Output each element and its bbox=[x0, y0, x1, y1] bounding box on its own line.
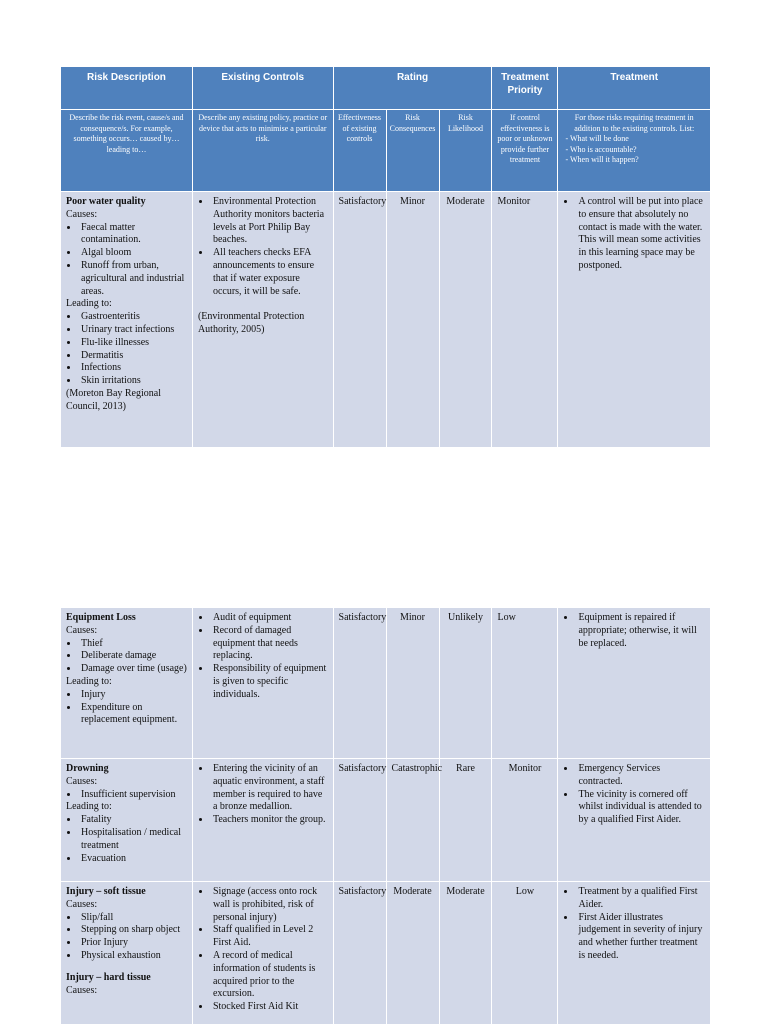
list-item: • Treatment by a qualified First Aider. bbox=[576, 886, 705, 912]
treatment-cell bbox=[558, 608, 711, 759]
list-item: • Staff qualified in Level 2 First Aid. bbox=[211, 924, 328, 950]
controls-list bbox=[198, 196, 328, 298]
consequences-cell: Minor bbox=[386, 192, 439, 448]
risk-title: Equipment Loss bbox=[66, 612, 136, 623]
priority-cell: Low bbox=[492, 882, 558, 1025]
header-treatment-priority: Treatment Priority bbox=[492, 67, 558, 110]
risk-title: Injury – soft tissue bbox=[66, 886, 146, 897]
list-item: • The vicinity is cornered off whilst individual is attended to by a qualified First Aider. bbox=[576, 789, 705, 827]
list-item: • Damage over time (usage) bbox=[79, 663, 187, 676]
list-item: • First Aider illustrates judgement in severity of injury and whether further treatment is needed. bbox=[576, 912, 705, 963]
likelihood-cell: Unlikely bbox=[439, 608, 492, 759]
leading-list bbox=[66, 689, 187, 727]
controls-list bbox=[198, 612, 328, 702]
likelihood-cell: Rare bbox=[439, 759, 492, 882]
header-rating: Rating bbox=[333, 67, 492, 110]
list-item: • Expenditure on replacement equipment. bbox=[79, 702, 187, 728]
controls-list bbox=[198, 886, 328, 1014]
treatment-list bbox=[563, 612, 705, 650]
list-item: • Environmental Protection Authority monitors bacteria levels at Port Philip Bay beaches. bbox=[211, 196, 328, 247]
sub-consequences: Risk Consequences bbox=[386, 110, 439, 192]
list-item: • A control will be put into place to ensure that absolutely no contact is made with the water. This will mean some activities in this learning space may be postponed. bbox=[576, 196, 705, 273]
table-row-poor-water-quality bbox=[61, 192, 711, 448]
list-item: • Teachers monitor the group. bbox=[211, 814, 328, 827]
risk-table-top bbox=[60, 66, 711, 448]
subheader-row bbox=[61, 110, 711, 192]
list-item: • Emergency Services contracted. bbox=[576, 763, 705, 789]
leading-list bbox=[66, 814, 187, 865]
risk-title-secondary: Injury – hard tissue bbox=[66, 971, 151, 983]
table-row-equipment-loss bbox=[61, 608, 711, 759]
list-item: • Gastroenteritis bbox=[79, 311, 187, 324]
sub-existing-controls: Describe any existing policy, practice or device that acts to minimise a particular risk. bbox=[192, 110, 333, 192]
priority-cell: Monitor bbox=[492, 192, 558, 448]
consequences-cell: Minor bbox=[386, 608, 439, 759]
existing-controls-cell bbox=[192, 192, 333, 448]
treatment-cell bbox=[558, 882, 711, 1025]
list-item: • Entering the vicinity of an aquatic environment, a staff member is required to have a bronze medallion. bbox=[211, 763, 328, 814]
list-item: • Thief bbox=[79, 638, 187, 651]
list-item: • Faecal matter contamination. bbox=[79, 222, 187, 248]
sub-treatment bbox=[558, 110, 711, 192]
causes-label: Causes: bbox=[66, 898, 98, 910]
treatment-list bbox=[563, 196, 705, 273]
list-item: • Signage (access onto rock wall is prohibited, risk of personal injury) bbox=[211, 886, 328, 924]
risk-description-cell bbox=[61, 192, 193, 448]
list-item: • Prior Injury bbox=[79, 937, 187, 950]
list-item: • All teachers checks EFA announcements to ensure that if water exposure occurs, it will be safe. bbox=[211, 247, 328, 298]
causes-label: Causes: bbox=[66, 775, 98, 787]
list-item: • Record of damaged equipment that needs replacing. bbox=[211, 625, 328, 663]
list-item: • Evacuation bbox=[79, 853, 187, 866]
sub-treatment-item: - What will be done bbox=[565, 134, 629, 143]
table-row-injury bbox=[61, 882, 711, 1025]
header-row bbox=[61, 67, 711, 110]
existing-controls-cell bbox=[192, 882, 333, 1025]
list-item: • Skin irritations bbox=[79, 375, 187, 388]
list-item: • Equipment is repaired if appropriate; otherwise, it will be replaced. bbox=[576, 612, 705, 650]
effectiveness-cell: Satisfactory bbox=[333, 192, 386, 448]
causes-label: Causes: bbox=[66, 208, 98, 220]
list-item: • Flu-like illnesses bbox=[79, 337, 187, 350]
treatment-list bbox=[563, 886, 705, 963]
list-item: • Infections bbox=[79, 362, 187, 375]
sub-treatment-intro: For those risks requiring treatment in addition to the existing controls. List: bbox=[574, 113, 695, 133]
list-item: • Physical exhaustion bbox=[79, 950, 187, 963]
causes-list bbox=[66, 222, 187, 299]
risk-table-bottom bbox=[60, 607, 711, 1025]
sub-likelihood: Risk Likelihood bbox=[439, 110, 492, 192]
list-item: • Fatality bbox=[79, 814, 187, 827]
list-item: • Stepping on sharp object bbox=[79, 924, 187, 937]
list-item: • Audit of equipment bbox=[211, 612, 328, 625]
treatment-cell bbox=[558, 759, 711, 882]
list-item: • Algal bloom bbox=[79, 247, 187, 260]
citation: (Moreton Bay Regional Council, 2013) bbox=[66, 387, 161, 412]
priority-cell: Monitor bbox=[492, 759, 558, 882]
sub-treatment-item: - Who is accountable? bbox=[565, 144, 637, 154]
list-item: • Stocked First Aid Kit bbox=[211, 1001, 328, 1014]
treatment-list bbox=[563, 763, 705, 827]
controls-note: (Environmental Protection Authority, 2005) bbox=[197, 311, 305, 336]
list-item: • Slip/fall bbox=[79, 912, 187, 925]
list-item: • Insufficient supervision bbox=[79, 789, 187, 802]
effectiveness-cell: Satisfactory bbox=[333, 882, 386, 1025]
header-existing-controls: Existing Controls bbox=[192, 67, 333, 110]
consequences-cell: Moderate bbox=[386, 882, 439, 1025]
controls-list bbox=[198, 763, 328, 827]
effectiveness-cell: Satisfactory bbox=[333, 759, 386, 882]
treatment-cell bbox=[558, 192, 711, 448]
causes-list bbox=[66, 912, 187, 963]
list-item: • Injury bbox=[79, 689, 187, 702]
leading-label: Leading to: bbox=[66, 801, 112, 813]
priority-cell: Low bbox=[492, 608, 558, 759]
risk-title: Poor water quality bbox=[66, 196, 146, 207]
likelihood-cell: Moderate bbox=[439, 882, 492, 1025]
list-item: • Responsibility of equipment is given to specific individuals. bbox=[211, 663, 328, 701]
table-row-drowning bbox=[61, 759, 711, 882]
list-item: • Hospitalisation / medical treatment bbox=[79, 827, 187, 853]
header-treatment: Treatment bbox=[558, 67, 711, 110]
leading-list bbox=[66, 311, 187, 388]
leading-label: Leading to: bbox=[66, 298, 112, 310]
leading-label: Leading to: bbox=[66, 675, 112, 687]
list-item: • Urinary tract infections bbox=[79, 324, 187, 337]
risk-description-cell bbox=[61, 759, 193, 882]
effectiveness-cell: Satisfactory bbox=[333, 608, 386, 759]
list-item: • Runoff from urban, agricultural and industrial areas. bbox=[79, 260, 187, 298]
likelihood-cell: Moderate bbox=[439, 192, 492, 448]
causes-label: Causes: bbox=[66, 624, 98, 636]
list-item: • Deliberate damage bbox=[79, 650, 187, 663]
risk-title: Drowning bbox=[66, 763, 109, 774]
causes-list bbox=[66, 638, 187, 676]
header-risk-description: Risk Description bbox=[61, 67, 193, 110]
risk-description-cell bbox=[61, 608, 193, 759]
sub-treatment-item: - When will it happen? bbox=[565, 155, 639, 164]
existing-controls-cell bbox=[192, 608, 333, 759]
causes-list bbox=[66, 789, 187, 802]
consequences-cell: Catastrophic bbox=[386, 759, 439, 882]
list-item: • A record of medical information of students is acquired prior to the excursion. bbox=[211, 950, 328, 1001]
causes-label: Causes: bbox=[66, 984, 98, 996]
sub-priority: If control effectiveness is poor or unknown provide further treatment bbox=[492, 110, 558, 192]
sub-effectiveness: Effectiveness of existing controls bbox=[333, 110, 386, 192]
existing-controls-cell bbox=[192, 759, 333, 882]
list-item: • Dermatitis bbox=[79, 350, 187, 363]
sub-risk-description: Describe the risk event, cause/s and consequence/s. For example, something occurs… caused by… leading to… bbox=[61, 110, 193, 192]
risk-description-cell bbox=[61, 882, 193, 1025]
